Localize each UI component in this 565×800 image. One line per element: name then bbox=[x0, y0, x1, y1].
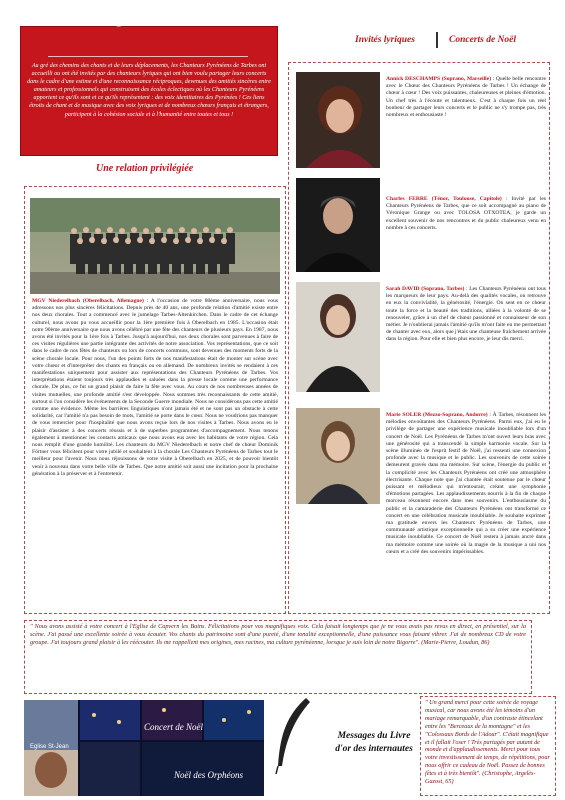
artist-name: Marie SOLER (Mezzo-Soprano, Andorre) bbox=[386, 412, 488, 418]
guestbook-heading-line2: d'or des internautes bbox=[335, 744, 413, 754]
collage-caption-noel: Concert de Noël bbox=[144, 722, 203, 732]
artist-entry bbox=[386, 412, 546, 556]
sarah-david-portrait bbox=[296, 282, 380, 392]
collage-caption-eglise: Eglise St-Jean bbox=[30, 744, 69, 750]
link-concerts-de-noel[interactable]: Concerts de Noël bbox=[449, 35, 517, 45]
choir-name: MGV Niederelbach (Oberelbach, Allemagne) bbox=[32, 298, 144, 304]
quill-pen-icon bbox=[266, 696, 316, 776]
artist-entry bbox=[386, 76, 546, 119]
nav-separator bbox=[436, 32, 438, 48]
artist-testimony: : Invité par les Chanteurs Pyrénéens de Tarbes, que ce soit accompagné au piano de Véronique Grange ou avec TOLOSA OTXOTEA, je garde un excellent souvenir de nos rencontres et du public chaleureux venu en nombre à ces concerts. bbox=[386, 196, 546, 231]
annick-deschamps-portrait bbox=[296, 72, 380, 168]
guestbook-quote: " Nous avons assisté à votre concert à l'Eglise de Capvern les Bains. Félicitations pour vos magnifiques voix. Cela faisait longtemps que je ne vous avais pas revus en direct, en présentiel, sur la scène. J'ai passé une excellente soirée à vous écouter. Vos chants du patrimoine sont d'une pureté, d'une tonalité exceptionnelle, d'une puissance vous faisant vibrer. J'ai de nombreux CD de votre groupe. J'ai toujours grand plaisir à les réécouter. Ils me rappellent mes origines, mes racines, ma culture pyrénéenne, lorsque je suis loin de notre Bigorre". (Marie-Pierre, Loudun, 86) bbox=[30, 623, 526, 646]
marie-soler-portrait bbox=[296, 408, 380, 504]
intro-text: Au gré des chemins des chants et de leurs déplacements, les Chanteurs Pyrénéens de Tarbes ont accueilli ou ont été invités par des chanteurs lyriques qui ont bien voulu partager leurs concerts dans le cadre d'une estime et d'une reconnaissance réciproques, devenues des amitiés sincères entre amateurs et professionnels qui construisent des écoles éclectiques où les Chanteurs Pyrénéens apportent ce qu'ils sont et ce qu'ils représentent : des voix identitaires des Pyrénées ! Ces liens étroits de chant et de musique avec des voix lyriques et de nombreux chœurs français et étrangers, participent à la cohésion sociale et à l'humanité entre toutes et tous ! bbox=[27, 63, 271, 118]
title-divider bbox=[48, 56, 248, 57]
artist-name: Charles FERRE (Ténor, Toulouse, Capitole) bbox=[386, 196, 502, 202]
guestbook-heading-line1: Messages du Livre bbox=[337, 731, 411, 741]
choir-article-text bbox=[32, 298, 278, 478]
concert-photo-collage bbox=[24, 700, 264, 796]
artist-entry bbox=[386, 196, 546, 232]
section-subtitle: Une relation privilégiée bbox=[96, 163, 194, 174]
artist-testimony: : Quelle belle rencontre avec le Chœur des Chanteurs Pyrénéens de Tarbes ! Un échange de chœur à cœur ! Des voix puissantes, chaleureuses et pleines d'émotion. Un chef très à l'écoute et talentueux. C'est à chaque fois un réel bonheur de partager leurs concerts et le public ne s'y trompe pas, très nombreux et enthousiaste ! bbox=[386, 76, 546, 119]
page-title: Partages de scènes bbox=[67, 3, 231, 27]
collage-caption-orpheons: Noël des Orphéons bbox=[174, 770, 243, 780]
artist-name: Sarah DAVID (Soprano, Tarbes) bbox=[386, 286, 465, 292]
guestbook-quote-2: " Un grand merci pour cette soirée de voyage musical, car nous avons été les témoins d'un mariage remarquable, d'un contraste étincelant entre les "Berceaux de la montagne" et les "Colossaux Bords de l'Adour". C'était magnifique et il fallait l'oser ! Très partagés par autant de monde et d'applaudissements. Merci pour tous votre investissement de temps, de répétitions, pour nous offrir ce cadeau de Noël. Passez de bonnes fêtes et à très bientôt". (Christophe, Argelès-Gazost, 65) bbox=[425, 699, 550, 786]
artist-name: Annick DESCHAMPS (Soprano, Marseille) bbox=[386, 76, 492, 82]
link-invites-lyriques[interactable]: Invités lyriques bbox=[355, 35, 415, 45]
choir-group-photo bbox=[30, 198, 280, 294]
artist-testimony: : À Tarbes, résonnent les mélodies envoûtantes des Chanteurs Pyrénéens. Parmi eux, j'ai eu le privilège de partager une expérience musicale inoubliable lors d'un concert de Noël. Les Pyrénéens de Tarbes m'ont ouvert leurs bras avec une générosité qui a transcendé la simple harmonie vocale. Sur la scène illuminée de l'esprit festif de Noël, j'ai ressenti une connexion profonde avec la musique et le public. Les souvenirs de cette soirée demeurent gravés dans ma mémoire. Sur scène, l'énergie du public et la complicité avec les Chanteurs Pyrénéens ont créé une atmosphère électrisante. Chaque note que j'ai chantée était soutenue par le chœur puissant et mélodieux qui m'entourait, créant une symphonie d'émotions partagées. Les applaudissements nourris à la fin de chaque morceau résonnent encore dans mes souvenirs. L'enthousiasme du public et la camaraderie des Chanteurs Pyrénéens ont transformé ce concert en une célébration musicale inoubliable. Je souhaite exprimer ma gratitude envers les Chanteurs Pyrénéens de Tarbes, une communauté artistique exceptionnelle qui a su créer une expérience musicale inoubliable. Ce concert de Noël restera à jamais ancré dans ma mémoire comme une soirée où la magie de la musique a uni nos cœurs et a créé des souvenirs impérissables. bbox=[386, 412, 546, 555]
choir-body: : A l'occasion de votre 80ème anniversaire, nous vous adressons nos plus sincères félicitations. Depuis près de 40 ans, une profonde relation d'amitié existe entre nos deux chorales. Tout a commencé avec le jumelage Tarbes-Altenkirchen. Dans le cadre de cet échange culturel, nous avons pu vous accueillir pour la 1ère première fois à Oberelbach en 1985. L'occasion était notre 90ème anniversaire que nous avons célébré par une fête des chanteurs de plusieurs pays. En 1987, nous avons été invités pour la 1ère fois à Tarbes. Jusqu'à aujourd'hui, nos deux chorales sont parvenues à faire de ces visites régulières une partie intégrante des activités de notre association. Vos représentations, que ce soit dans le cadre de nos fêtes de chanteurs ou lors de concerts communs, sont devenues des moments forts de la scène chorale locale. Pour nous, l'un des points forts de nos manifestations était de monter sur scène avec votre chœur et d'interpréter des chants en français ou en allemand. De nombreux invités se rendaient à ces manifestations uniquement pour assister aux représentations des Chanteurs Pyrénéens de Tarbes. Vos interprétations étaient toujours très applaudies et saluées dans la presse locale comme une performance chorale. De plus, ce fut un grand plaisir de faire la fête avec vous. Au cours de nos nombreuses années de visites mutuelles, une profonde amitié s'est développée. Nous sommes très reconnaissants de cette amitié, surtout si l'on considère les événements de la Seconde Guerre mondiale. Nous ne considérons pas cette amitié comme une évidence. Même les barrières linguistiques n'ont jamais été et ne sont pas un obstacle à cette solidarité, car l'amitié n'a pas besoin de mots, l'amitié se porte dans le cœur. Nous ne voudrions pas manquer de vous remercier pour l'hospitalité que nous avons reçue lors de nos visites à Tarbes. Nous avons eu le plaisir d'assister à des concerts réussis et à de superbes programmes d'accompagnement. Nous tenons également à mentionner les contacts amicaux que nous avons eus avec les habitants de votre région. Cela nous remplit d'une grande humilité. Les chanteurs du MGV Niederelbach et notre chef de chœur Dominik Förtner vous félicitent pour votre jubilé et souhaitent à la chorale Les Chanteurs Pyrénéens de Tarbes tout le meilleur pour l'avenir. Nous nous réjouissons de votre visite à Oberelbach en 2025, et de pouvoir bientôt venir à nouveau dans votre belle ville de Tarbes. Que notre amitié soit aussi une incitation pour la prochaine génération à la préserver et à l'entretenir. bbox=[32, 298, 278, 477]
charles-ferre-portrait bbox=[296, 178, 380, 272]
guestbook-heading bbox=[330, 730, 418, 756]
artist-testimony: : Les Chanteurs Pyrénéens ont tous les marqueurs de leur pays. Au-delà des qualités vocales, on retrouve en eux la convivialité, la générosité, l'énergie. On sent en ce chœur toute la force et la beauté des traditions, alliées à la volonté de se renouveler, grâce à un chef de chœur passionné et connaisseur de son métier. Je n'oublierai jamais l'amitié qu'ils m'ont faite en me permettant de chanter avec eux, alors que j'étais une chanteuse fraîchement arrivée dans la région. Pour elle et bien plus encore, je leur dis merci. bbox=[386, 286, 546, 343]
artist-entry bbox=[386, 286, 546, 344]
